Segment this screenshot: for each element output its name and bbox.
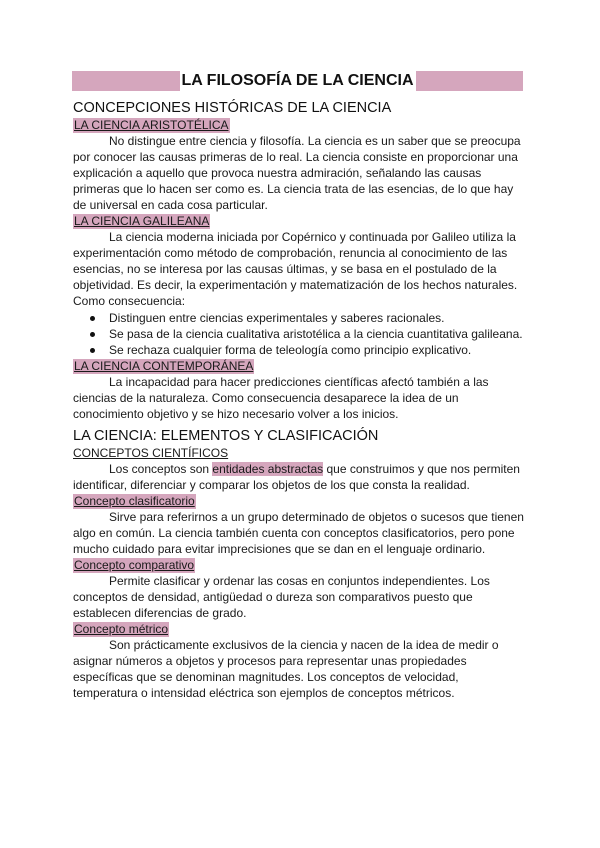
subheading-contemporanea: LA CIENCIA CONTEMPORÁNEA	[74, 359, 254, 373]
section-heading-elementos: LA CIENCIA: ELEMENTOS Y CLASIFICACIÓN	[73, 428, 379, 444]
list-item: Se rechaza cualquier forma de teleología como principio explicativo.	[109, 342, 525, 358]
subheading-conceptos: CONCEPTOS CIENTÍFICOS	[73, 446, 229, 460]
list-item: Se pasa de la ciencia cualitativa aristotélica a la ciencia cuantitativa galileana.	[109, 326, 525, 342]
title-row	[72, 71, 523, 91]
document-body	[73, 100, 525, 701]
paragraph-contemporanea: La incapacidad para hacer predicciones científicas afectó también a las ciencias de la naturaleza. Como consecuencia desaparece la idea de un conocimiento objetivo y se hizo necesario volver a los inicios.	[73, 375, 489, 421]
subheading-galileana: LA CIENCIA GALILEANA	[74, 214, 210, 228]
highlight-entidades-abstractas: entidades abstractas	[212, 462, 324, 476]
subheading-metrico: Concepto métrico	[74, 622, 169, 636]
paragraph-conceptos	[73, 461, 525, 493]
consequence-list	[73, 310, 525, 358]
section-heading-historicas: CONCEPCIONES HISTÓRICAS DE LA CIENCIA	[73, 100, 392, 116]
paragraph-clasificatorio: Sirve para referirnos a un grupo determinado de objetos o sucesos que tienen algo en común. La ciencia también cuenta con conceptos clasificatorios, pero pone mucho cuidado para evitar imprecisiones que se dan en el lenguaje ordinario.	[73, 510, 524, 556]
conceptos-text-after: que construimos y que nos permiten identificar, diferenciar y comparar los objetos de los que consta la realidad.	[73, 462, 520, 492]
paragraph-galileana: La ciencia moderna iniciada por Copérnico y continuada por Galileo utiliza la experimentación como método de comprobación, renuncia al conocimiento de las esencias, no se interesa por las causas últimas, y se basa en el postulado de la objetividad. Es decir, la experimentación y matematización de los hechos naturales.	[73, 230, 518, 292]
title-bar-left	[72, 71, 180, 91]
page-title: LA FILOSOFÍA DE LA CIENCIA	[181, 72, 414, 89]
title-bar-right	[416, 71, 524, 91]
subheading-comparativo: Concepto comparativo	[74, 558, 195, 572]
conceptos-text-before: Los conceptos son	[109, 462, 213, 476]
paragraph-aristotelica: No distingue entre ciencia y filosofía. La ciencia es un saber que se preocupa por conocer las causas primeras de lo real. La ciencia consiste en proporcionar una explicación a aquello que provoca nuestra admiración, señalando las causas primeras que lo hacen ser como es. La ciencia trata de las esencias, de lo que hay de universal en cada cosa particular.	[73, 134, 521, 212]
paragraph-metrico: Son prácticamente exclusivos de la ciencia y nacen de la idea de medir o asignar números a objetos y procesos para representar unas propiedades específicas que se denominan magnitudes. Los conceptos de velocidad, temperatura o intensidad eléctrica son ejemplos de conceptos métricos.	[73, 638, 499, 700]
subheading-aristotelica: LA CIENCIA ARISTOTÉLICA	[74, 118, 229, 132]
subheading-clasificatorio: Concepto clasificatorio	[74, 494, 195, 508]
paragraph-comparativo: Permite clasificar y ordenar las cosas en conjuntos independientes. Los conceptos de densidad, antigüedad o dureza son comparativos puesto que establecen diferencias de grado.	[73, 574, 490, 620]
list-item: Distinguen entre ciencias experimentales y saberes racionales.	[109, 310, 525, 326]
consequence-label: Como consecuencia:	[73, 294, 186, 308]
